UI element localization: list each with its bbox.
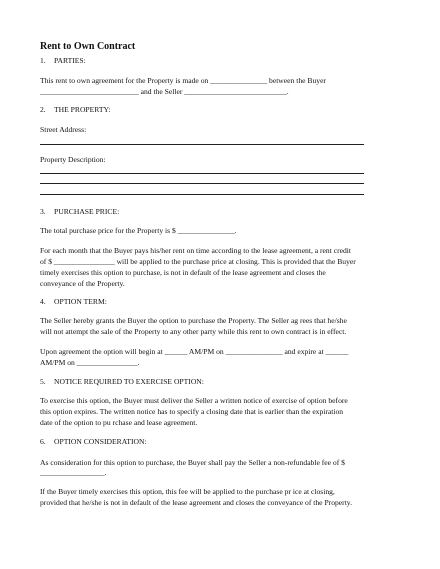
section-6-title: OPTION CONSIDERATION: xyxy=(54,437,147,446)
section-2-title: THE PROPERTY: xyxy=(54,105,111,114)
fee-application-line-2: provided that he/she is not in default of the lease agreement and closes the conveyance of the Property. xyxy=(40,498,353,507)
notice-line-1: To exercise this option, the Buyer must deliver the Seller a written notice of exercise of option before xyxy=(40,396,348,405)
section-6-number: 6. xyxy=(40,437,46,446)
section-3-heading xyxy=(40,207,119,216)
section-1-line-1: This rent to own agreement for the Property is made on _______________ between the Buyer xyxy=(40,76,326,85)
notice-line-3: date of the option to pu rchase and lease agreement. xyxy=(40,418,198,427)
section-5-heading xyxy=(40,377,204,386)
notice-line-2: this option expires. The written notice has to specify a closing date that is earlier than the expiration xyxy=(40,407,344,416)
property-description-line-1 xyxy=(40,173,364,174)
property-description-line-2 xyxy=(40,183,364,184)
option-grant-line-2: will not attempt the sale of the Property to any other party while this rent to own contract is in effect. xyxy=(40,327,347,336)
option-term-line-2: AM/PM on ________________. xyxy=(40,358,140,367)
street-address-label: Street Address: xyxy=(40,125,87,134)
rent-credit-line-4: conveyance of the Property. xyxy=(40,279,125,288)
rent-credit-line-1: For each month that the Buyer pays his/her rent on time according to the lease agreement, a rent credit xyxy=(40,246,352,255)
consideration-fee-line-1: As consideration for this option to purchase, the Buyer shall pay the Seller a non-refundable fee of $ xyxy=(40,458,345,467)
purchase-price-line: The total purchase price for the Property is $ _______________. xyxy=(40,226,237,235)
consideration-fee-line-2: _________________. xyxy=(40,468,107,477)
section-3-number: 3. xyxy=(40,207,46,216)
option-grant-line-1: The Seller hereby grants the Buyer the option to purchase the Property. The Seller ag rees that he/she xyxy=(40,316,347,325)
section-4-title: OPTION TERM: xyxy=(54,297,107,306)
section-4-heading xyxy=(40,297,107,306)
section-1-heading xyxy=(40,56,86,65)
option-term-line-1: Upon agreement the option will begin at ______ AM/PM on _______________ and expire at ______ xyxy=(40,347,349,356)
property-description-line-3 xyxy=(40,194,364,195)
section-1-line-2: __________________________ and the Seller ___________________________. xyxy=(40,87,289,96)
document-title: Rent to Own Contract xyxy=(40,41,136,52)
street-address-line xyxy=(40,144,364,145)
section-5-title: NOTICE REQUIRED TO EXERCISE OPTION: xyxy=(54,377,204,386)
section-1-number: 1. xyxy=(40,56,46,65)
rent-credit-line-3: timely exercises this option to purchase, is not in default of the lease agreement and closes the xyxy=(40,268,326,277)
section-4-number: 4. xyxy=(40,297,46,306)
section-1-title: PARTIES: xyxy=(54,56,86,65)
section-2-number: 2. xyxy=(40,105,46,114)
section-2-heading xyxy=(40,105,110,114)
section-6-heading xyxy=(40,437,147,446)
rent-credit-line-2: of $ ________________ will be applied to the purchase price at closing. This is provided that the Buyer xyxy=(40,257,356,266)
section-5-number: 5. xyxy=(40,377,46,386)
section-3-title: PURCHASE PRICE: xyxy=(54,207,120,216)
property-description-label: Property Description: xyxy=(40,155,106,164)
fee-application-line-1: If the Buyer timely exercises this option, this fee will be applied to the purchase pr ice at closing, xyxy=(40,487,335,496)
